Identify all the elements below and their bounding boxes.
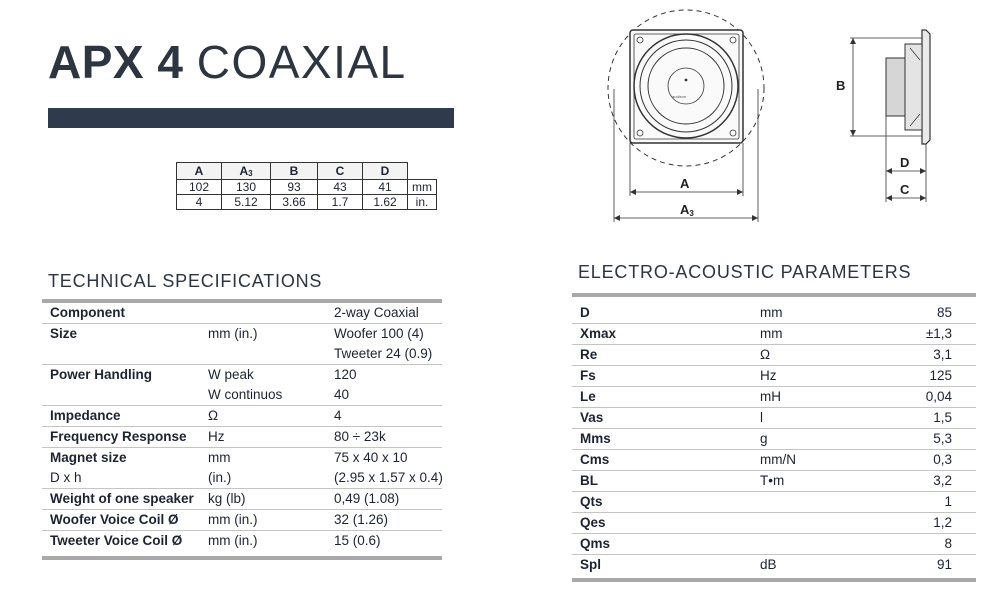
param-value: 3,1 [933,347,952,362]
arrow-d-right [920,168,926,174]
speaker-logo: audison [672,94,687,99]
param-name: Qms [580,536,611,551]
param-name: Xmax [580,326,617,341]
param-unit: Ω [760,347,771,362]
product-title-model: APX 4 [48,36,184,88]
label-c: C [900,182,910,197]
dim-value: 102 [177,180,222,195]
param-unit: dB [760,557,777,572]
param-value: ±1,3 [925,326,952,341]
spec-value: 120 [334,367,357,382]
spec-label: Frequency Response [50,429,187,444]
dim-unit: mm [408,180,437,195]
param-value: 85 [936,305,952,320]
label-d: D [900,155,910,170]
param-unit: Hz [760,368,777,383]
param-name: Vas [580,410,604,425]
spec-value: 40 [334,387,350,402]
param-value: 8 [944,536,952,551]
param-name: Re [580,347,598,362]
dim-value: 1.7 [318,195,363,210]
dim-value: 4 [177,195,222,210]
spec-value: 80 ÷ 23k [334,429,386,444]
arrow-d-left [886,168,892,174]
spec-label: Magnet size [50,450,127,465]
dim-value: 1.62 [363,195,408,210]
spec-unit: Ω [208,408,219,423]
param-value: 91 [936,557,952,572]
arrow-a-left [630,189,636,195]
param-name: Le [580,389,596,404]
spec-value: 15 (0.6) [334,533,381,548]
electro-params-title: ELECTRO-ACOUSTIC PARAMETERS [578,262,912,282]
spec-value: Tweeter 24 (0.9) [334,346,433,361]
spec-unit: mm (in.) [208,533,258,548]
param-value: 125 [929,368,952,383]
dim-unit: in. [408,195,437,210]
param-name: Spl [580,557,602,572]
spec-label: Size [50,326,78,341]
param-value: 3,2 [933,473,952,488]
spec-label: Tweeter Voice Coil Ø [50,533,183,548]
spec-unit: mm [208,450,231,465]
spec-value: 4 [334,408,342,423]
dim-value: 5.12 [222,195,271,210]
param-name: Fs [580,368,596,383]
side-magnet [886,58,905,116]
spec-unit: mm (in.) [208,326,258,341]
param-name: Qts [580,494,603,509]
dim-header-c: C [318,163,363,180]
spec-value: 32 (1.26) [334,512,389,527]
arrow-b-bottom [850,130,856,136]
param-name: D [580,305,590,320]
param-value: 0,04 [925,389,952,404]
arrow-a-right [737,189,743,195]
side-basket [905,44,922,130]
param-unit: mm [760,305,783,320]
param-value: 0,3 [933,452,952,467]
dim-value: 3.66 [271,195,318,210]
param-value: 5,3 [933,431,952,446]
tweeter-center [685,79,687,81]
arrow-a3-right [752,215,758,221]
spec-unit: kg (lb) [208,491,246,506]
product-title-type: COAXIAL [196,36,407,88]
arrow-a3-left [614,215,620,221]
spec-unit: (in.) [208,470,232,485]
spec-unit: W peak [208,367,254,382]
spec-value: 75 x 40 x 10 [334,450,408,465]
dim-value: 130 [222,180,271,195]
param-unit: mm/N [760,452,796,467]
label-a: A [680,176,690,191]
technical-specs-title: TECHNICAL SPECIFICATIONS [48,271,323,291]
param-unit: mm [760,326,783,341]
param-unit: l [760,410,763,425]
dim-value: 93 [271,180,318,195]
param-value: 1,5 [933,410,952,425]
arrow-c-left [886,195,892,201]
spec-unit: mm (in.) [208,512,258,527]
arrow-b-top [850,38,856,44]
dim-header-a: A [177,163,222,180]
param-unit: T•m [760,473,785,488]
dim-value: 41 [363,180,408,195]
dim-header-a3-sub: 3 [248,169,253,178]
spec-label: D x h [50,470,82,485]
side-view [850,30,930,202]
spec-label: Impedance [50,408,121,423]
dim-header-d: D [363,163,408,180]
dim-header-a3-letter: A [239,164,249,178]
spec-value: (2.95 x 1.57 x 0.4) [334,470,443,485]
dim-value: 43 [318,180,363,195]
param-name: BL [580,473,598,488]
spec-label: Component [50,305,125,320]
spec-value: 0,49 (1.08) [334,491,400,506]
frame-outline [630,30,743,143]
param-unit: mH [760,389,781,404]
spec-label: Woofer Voice Coil Ø [50,512,179,527]
spec-value: Woofer 100 (4) [334,326,424,341]
spec-value: 2-way Coaxial [334,305,419,320]
spec-unit: Hz [208,429,225,444]
label-a3 [680,202,694,218]
label-a3-letter: A [680,202,690,217]
arrow-c-right [920,195,926,201]
label-b: B [836,78,846,93]
param-value: 1,2 [933,515,952,530]
param-name: Mms [580,431,611,446]
param-unit: g [760,431,768,446]
label-a3-sub: 3 [689,209,694,218]
dim-header-b: B [271,163,318,180]
spec-label: Power Handling [50,367,153,382]
spec-unit: W continuos [208,387,283,402]
param-name: Cms [580,452,610,467]
param-value: 1 [944,494,952,509]
side-flange [922,30,930,144]
param-name: Qes [580,515,606,530]
spec-label: Weight of one speaker [50,491,194,506]
